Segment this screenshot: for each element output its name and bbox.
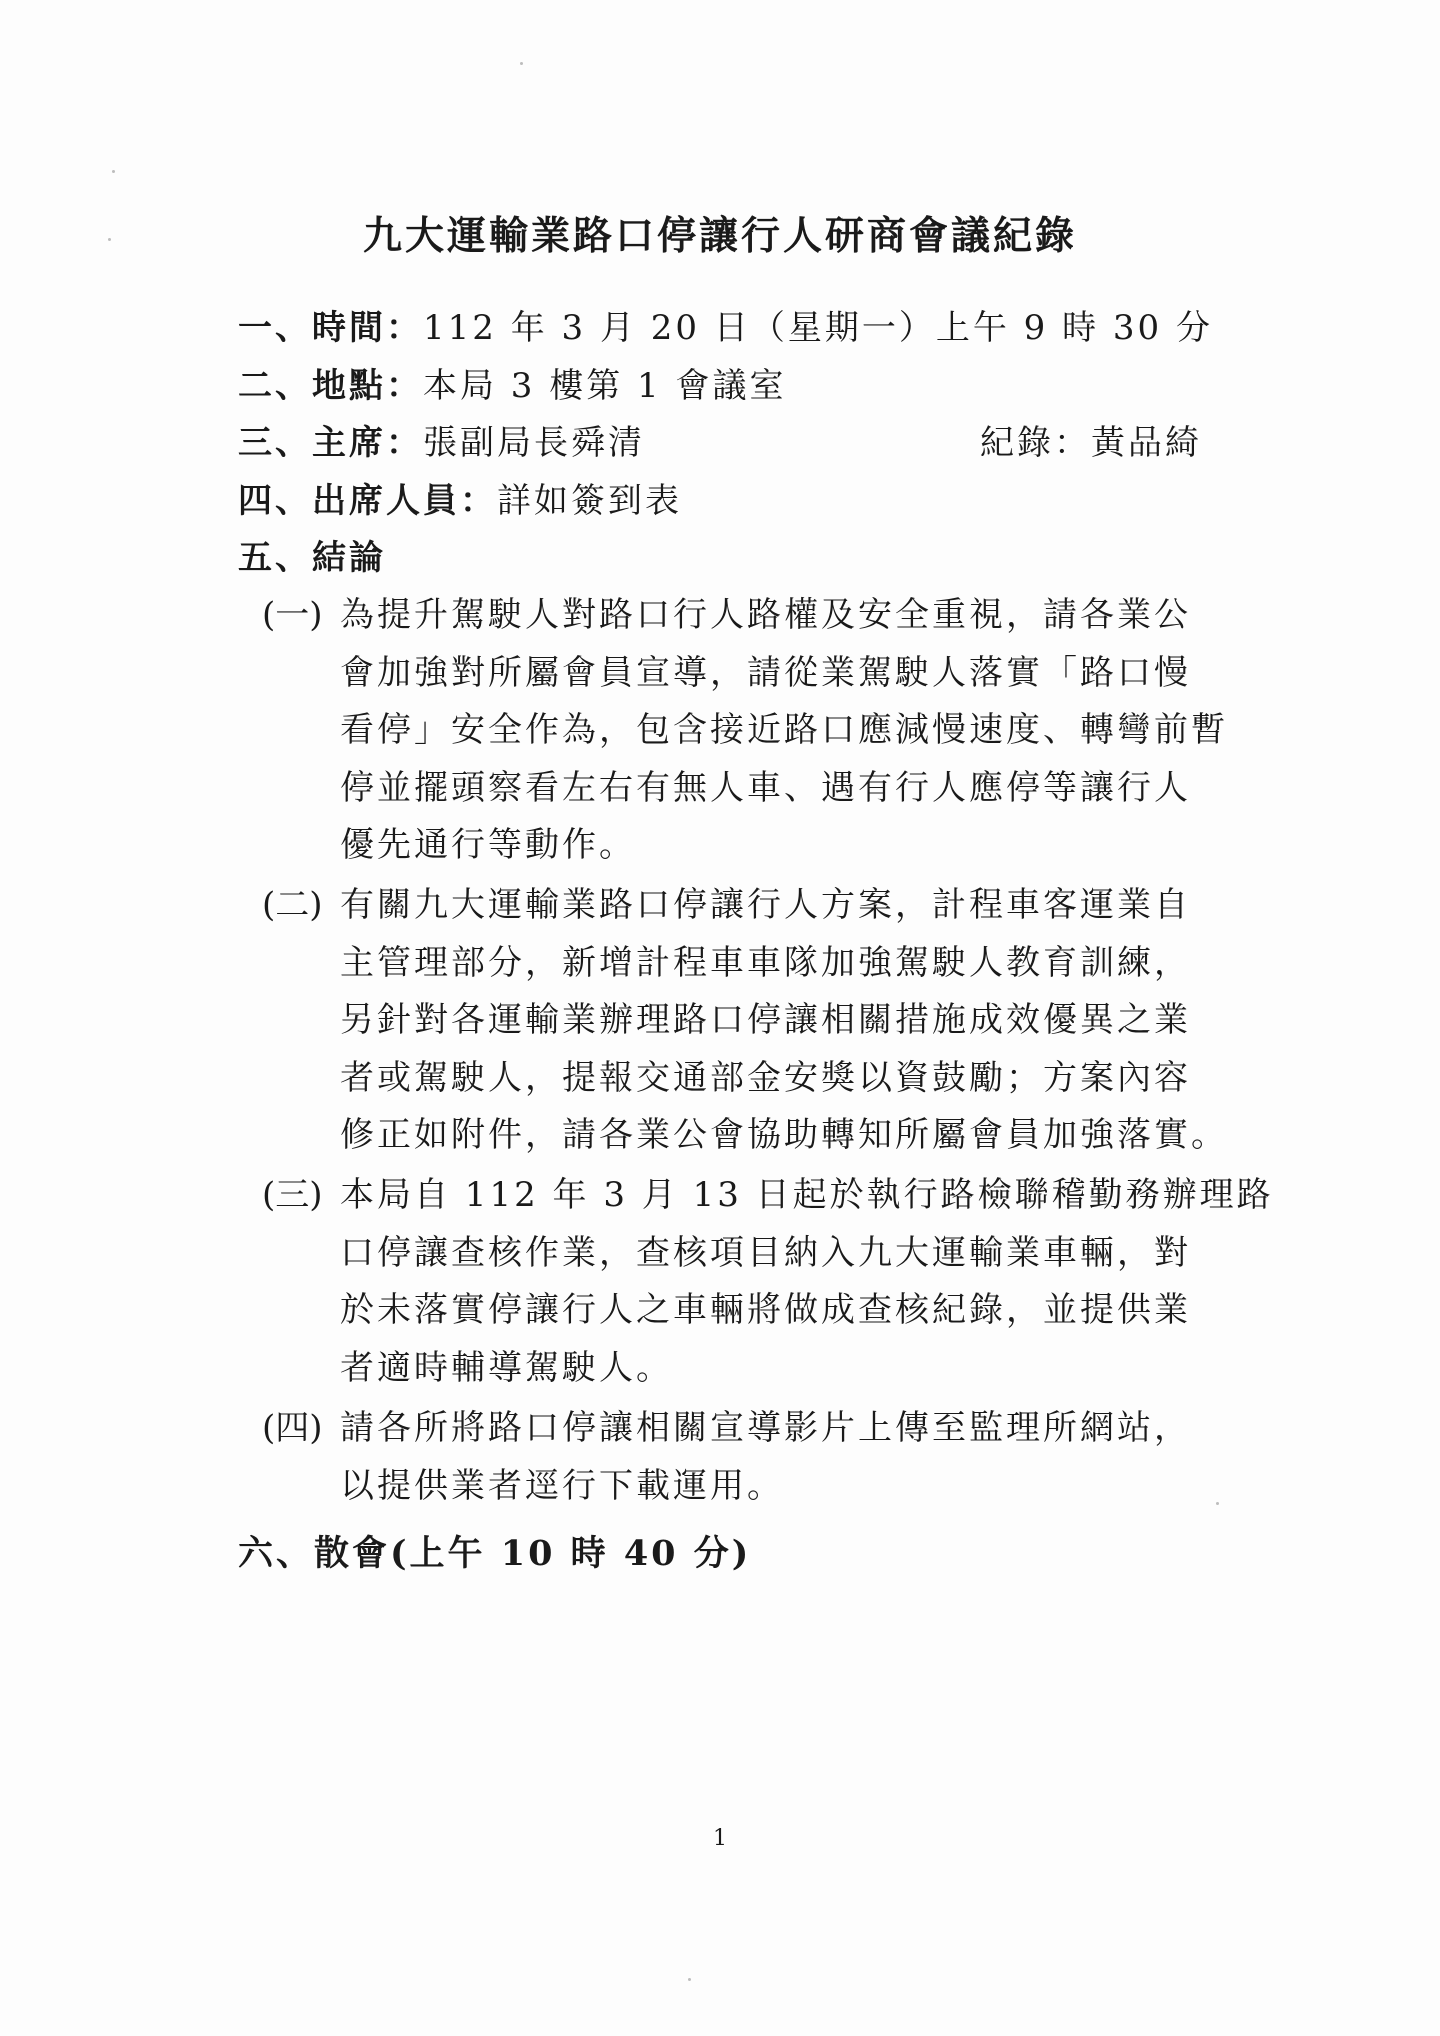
item-time-value: 112 年 3 月 20 日（星期一）上午 9 時 30 分 [423, 308, 1213, 348]
conclusion-3-line [262, 1225, 1274, 1283]
item-recorder: 紀錄：黃品綺 [980, 423, 1202, 463]
conclusion-4-line [262, 1458, 1191, 1516]
scan-speck [108, 238, 111, 241]
item-place [238, 364, 787, 408]
conclusion-4-line [262, 1400, 1191, 1458]
conclusion-text: 優先通行等動作。 [340, 825, 636, 865]
conclusion-3-line [262, 1167, 1274, 1225]
conclusion-1-line [262, 817, 1228, 875]
conclusion-text: 有關九大運輸業路口停讓行人方案，計程車客運業自 [340, 885, 1191, 925]
conclusion-1-line [262, 702, 1228, 760]
conclusion-1-line [262, 645, 1228, 703]
conclusion-4 [262, 1400, 1191, 1515]
scan-speck [112, 170, 115, 173]
document-title: 九大運輸業路口停讓行人研商會議紀錄 [362, 213, 1077, 259]
item-place-label: 二、地點： [238, 366, 423, 406]
conclusion-text: 為提升駕駛人對路口行人路權及安全重視，請各業公 [340, 595, 1191, 635]
adjournment: 六、散會(上午 10 時 40 分) [238, 1533, 752, 1574]
conclusion-text: 修正如附件，請各業公會協助轉知所屬會員加強落實。 [340, 1115, 1228, 1155]
conclusion-1-number: (一) [262, 595, 323, 635]
item-attendees [238, 479, 682, 523]
conclusion-1 [262, 587, 1228, 875]
conclusion-text: 於未落實停讓行人之車輛將做成查核紀錄，並提供業 [340, 1290, 1191, 1330]
conclusion-3-line [262, 1282, 1274, 1340]
conclusion-text: 停並擺頭察看左右有無人車、遇有行人應停等讓行人 [340, 767, 1191, 808]
conclusion-2-line [262, 877, 1228, 935]
conclusion-2-line [262, 992, 1228, 1050]
conclusion-text: 會加強對所屬會員宣導，請從業駕駛人落實「路口慢 [340, 652, 1191, 693]
conclusion-text: 請各所將路口停讓相關宣導影片上傳至監理所網站， [340, 1408, 1191, 1448]
scan-speck [688, 1978, 691, 1981]
conclusion-2-line [262, 1107, 1228, 1165]
scan-speck [1216, 1502, 1219, 1505]
conclusion-text: 看停」安全作為，包含接近路口應減慢速度、轉彎前暫 [340, 710, 1228, 750]
conclusion-1-line [262, 587, 1228, 645]
item-chair-value: 張副局長舜清 [423, 423, 645, 463]
conclusion-2-line [262, 935, 1228, 993]
conclusion-3 [262, 1167, 1274, 1397]
conclusion-text: 主管理部分，新增計程車車隊加強駕駛人教育訓練， [340, 942, 1191, 983]
item-attendees-value: 詳如簽到表 [497, 481, 682, 521]
item-chair-label: 三、主席： [238, 423, 423, 463]
item-place-value: 本局 3 樓第 1 會議室 [423, 366, 787, 406]
item-time [238, 306, 1213, 350]
conclusion-text: 另針對各運輸業辦理路口停讓相關措施成效優異之業 [340, 1000, 1191, 1040]
conclusion-text: 本局自 112 年 3 月 13 日起於執行路檢聯稽勤務辦理路 [340, 1175, 1274, 1215]
conclusion-2-number: (二) [262, 885, 323, 925]
conclusion-3-number: (三) [262, 1175, 323, 1215]
item-conclusion-label: 五、結論 [238, 538, 386, 578]
scan-speck [520, 62, 523, 65]
conclusion-2-line [262, 1050, 1228, 1108]
page-number: 1 [713, 1826, 727, 1851]
conclusion-3-line [262, 1340, 1274, 1398]
conclusion-text: 口停讓查核作業，查核項目納入九大運輸業車輛，對 [340, 1232, 1191, 1273]
item-attendees-label: 四、出席人員： [238, 481, 497, 521]
item-time-label: 一、時間： [238, 308, 423, 348]
item-chair [238, 421, 645, 465]
conclusion-2 [262, 877, 1228, 1165]
item-conclusion-heading [238, 536, 386, 580]
conclusion-text: 以提供業者逕行下載運用。 [340, 1465, 784, 1506]
conclusion-4-number: (四) [262, 1408, 323, 1448]
conclusion-text: 者或駕駛人，提報交通部金安獎以資鼓勵；方案內容 [340, 1057, 1191, 1098]
conclusion-1-line [262, 760, 1228, 818]
conclusion-text: 者適時輔導駕駛人。 [340, 1347, 673, 1388]
